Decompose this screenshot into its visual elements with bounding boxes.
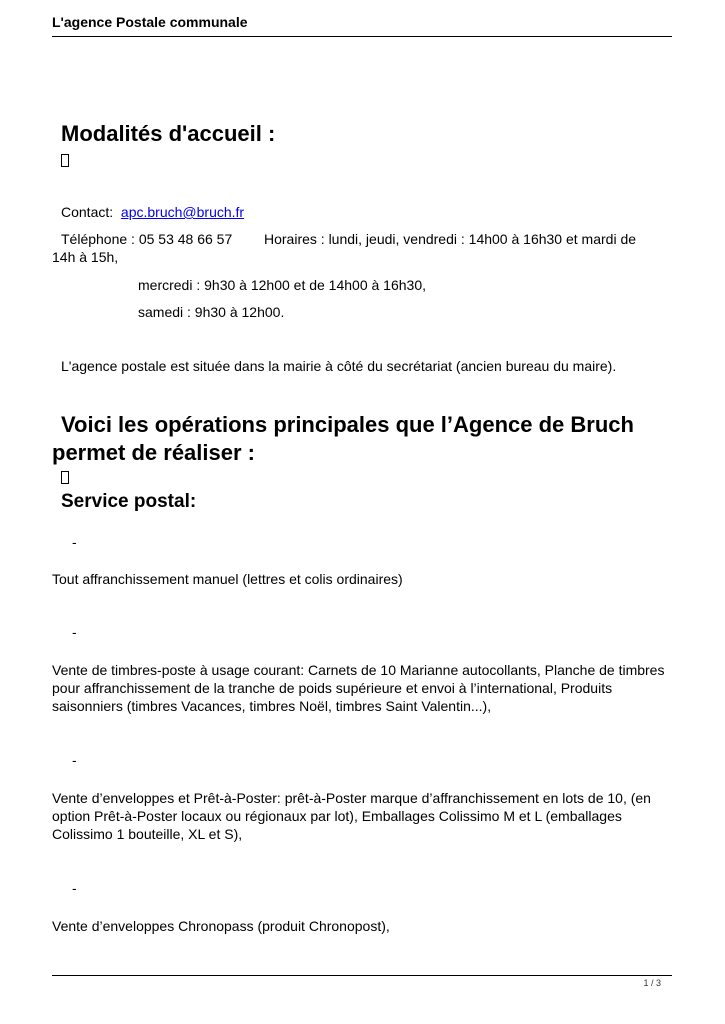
contact-line [61,203,244,221]
heading-operations-line-1: Voici les opérations principales que l’Agence de Bruch [61,412,634,437]
list-item: Vente d’enveloppes et Prêt-à-Poster: prêt-à-Poster marque d’affranchissement en lots de 10, (en option Prêt-à-Poster locaux ou régionaux par lot), Emballages Colissimo M et L (emballages Colissimo 1 bouteille, XL et S), [52,790,651,842]
heading-modalites-accueil: Modalités d'accueil : [61,121,276,146]
footer-divider [52,975,672,976]
list-item: Vente d’enveloppes Chronopass (produit Chronopost), [52,918,390,934]
horaires-mercredi: mercredi : 9h30 à 12h00 et de 14h00 à 16h30, [138,277,426,293]
header-divider [52,36,672,37]
bullet-dash: - [72,880,77,896]
list-item: Vente de timbres-poste à usage courant: Carnets de 10 Marianne autocollants, Planche de timbres pour affranchissement de la tranche de poids supérieure et envoi à l’international, Produits saisonniers (timbres Vacances, timbres Noël, timbres Saint Valentin...), [52,662,665,714]
list-item: Tout affranchissement manuel (lettres et colis ordinaires) [52,571,403,587]
missing-glyph-icon [61,154,69,172]
horaires-line-1-continued: 14h à 15h, [52,249,119,265]
horaires-line-1: Horaires : lundi, jeudi, vendredi : 14h00 à 16h30 et mardi de [264,231,637,247]
missing-glyph-icon [61,471,69,489]
contact-email-link[interactable]: apc.bruch@bruch.fr [120,204,245,220]
horaires-samedi: samedi : 9h30 à 12h00. [138,304,285,320]
document-header-title: L'agence Postale communale [52,14,248,30]
heading-operations-line-2: permet de réaliser : [52,440,255,465]
location-text: L'agence postale est située dans la mairie à côté du secrétariat (ancien bureau du maire). [61,358,617,374]
bullet-dash: - [72,534,77,550]
contact-label: Contact: [61,204,114,220]
bullet-dash: - [72,752,77,768]
bullet-dash: - [72,624,77,640]
page-number: 1 / 3 [643,978,661,988]
subheading-service-postal: Service postal: [61,491,197,512]
telephone-text: Téléphone : 05 53 48 66 57 [61,231,233,247]
